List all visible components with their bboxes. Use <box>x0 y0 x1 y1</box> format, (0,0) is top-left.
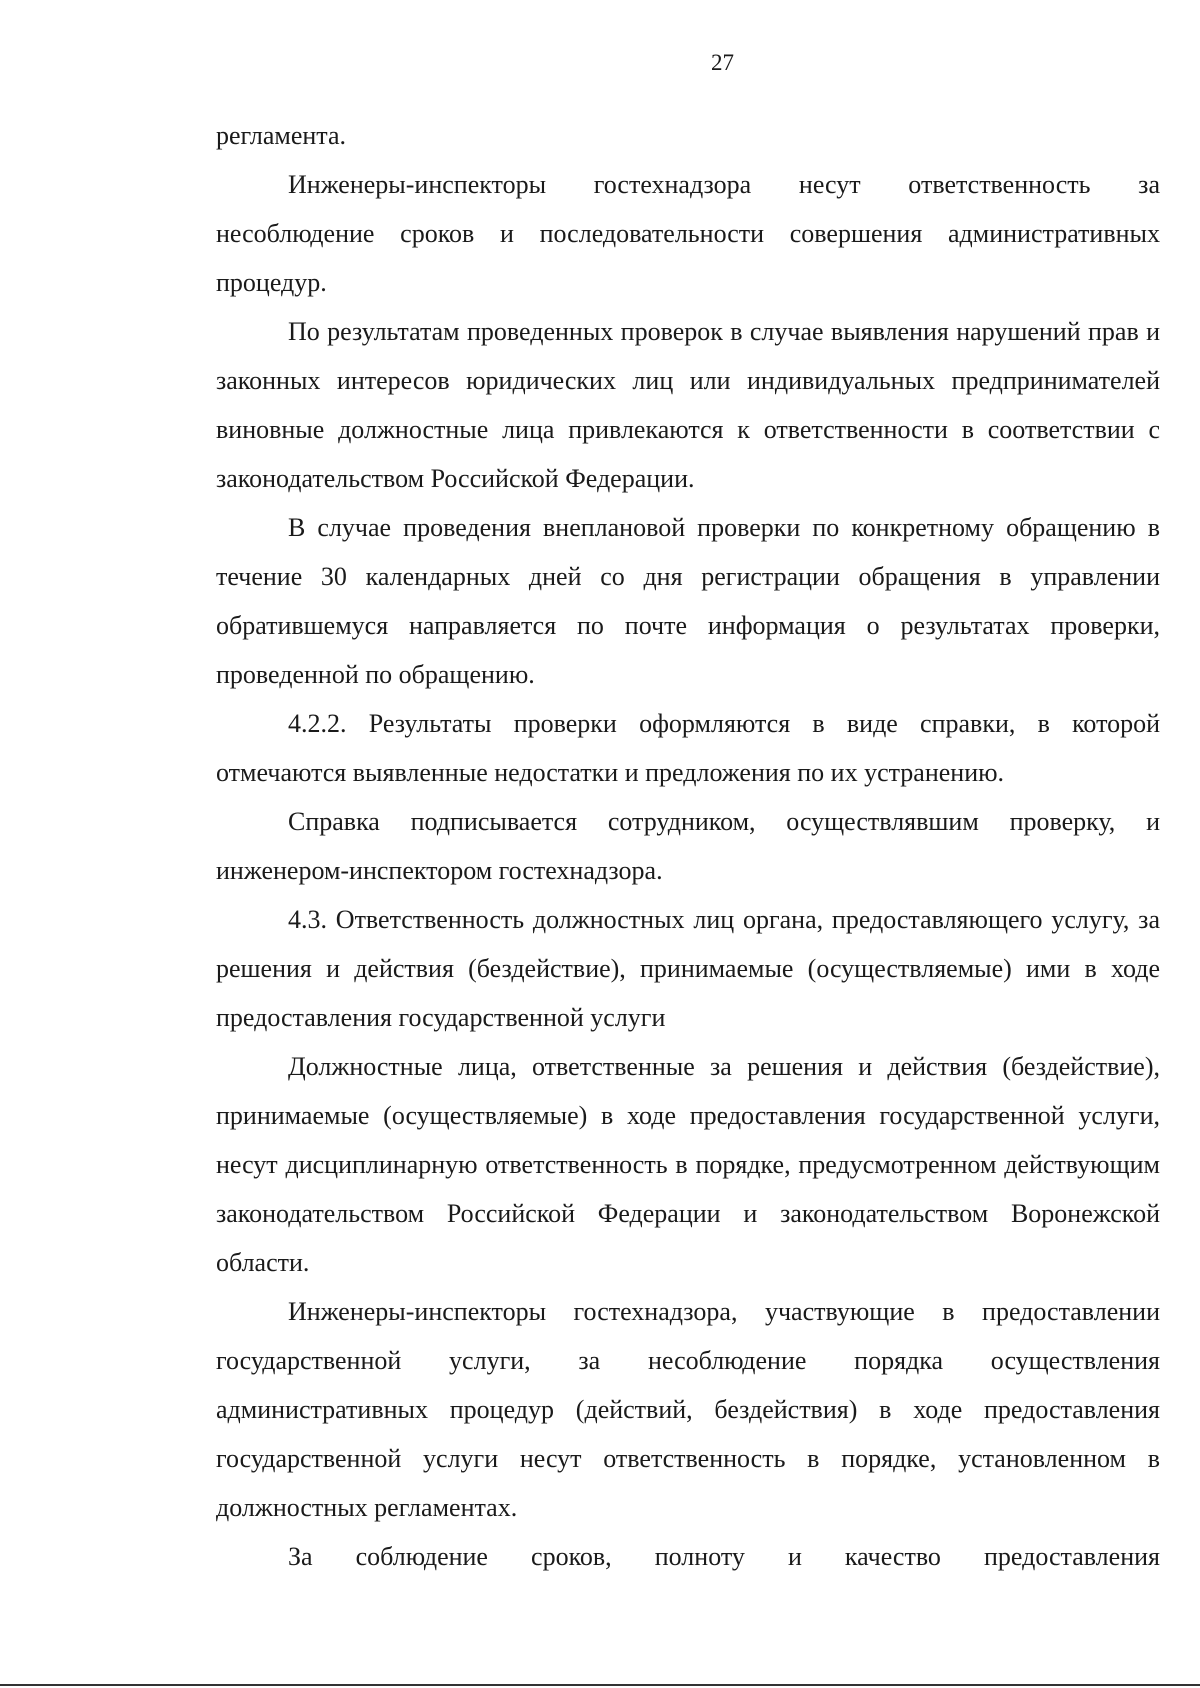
page-bottom-divider <box>0 1684 1200 1686</box>
paragraph-continuation: регламента. <box>216 121 347 150</box>
document-body <box>216 111 1160 1581</box>
paragraph-4-3-heading: 4.3. Ответственность должностных лиц органа, предоставляющего услугу, за решения и действия (бездействие), принимаемые (осуществляемые) ими в ходе предоставления государственной услуги <box>216 905 1160 1032</box>
paragraph-officials-liability: Должностные лица, ответственные за решения и действия (бездействие), принимаемые (осуществляемые) в ходе предоставления государственной услуги, несут дисциплинарную ответственность в порядке, предусмотренном действующим законодательством Российской Федерации и законодательством Воронежской области. <box>216 1052 1160 1277</box>
paragraph-certificate-signing: Справка подписывается сотрудником, осуществлявшим проверку, и инженером-инспектором гостехнадзора. <box>216 807 1160 885</box>
paragraph-unscheduled-inspection: В случае проведения внеплановой проверки по конкретному обращению в течение 30 календарных дней со дня регистрации обращения в управлении обратившемуся направляется по почте информация о результатах проверки, проведенной по обращению. <box>216 513 1160 689</box>
paragraph-inspectors-responsibility: Инженеры-инспекторы гостехнадзора несут ответственность за несоблюдение сроков и последовательности совершения административных процедур. <box>216 170 1160 297</box>
paragraph-inspectors-procedures: Инженеры-инспекторы гостехнадзора, участвующие в предоставлении государственной услуги, за несоблюдение порядка осуществления административных процедур (действий, бездействия) в ходе предоставления государственной услуги несут ответственность в порядке, установленном в должностных регламентах. <box>216 1297 1160 1522</box>
page-number: 27 <box>711 50 734 75</box>
paragraph-inspection-results: По результатам проведенных проверок в случае выявления нарушений прав и законных интересов юридических лиц или индивидуальных предпринимателей виновные должностные лица привлекаются к ответственности в соответствии с законодательством Российской Федерации. <box>216 317 1160 493</box>
paragraph-4-2-2: 4.2.2. Результаты проверки оформляются в виде справки, в которой отмечаются выявленные недостатки и предложения по их устранению. <box>216 709 1160 787</box>
paragraph-compliance-deadlines: За соблюдение сроков, полноту и качество предоставления <box>288 1542 1160 1571</box>
